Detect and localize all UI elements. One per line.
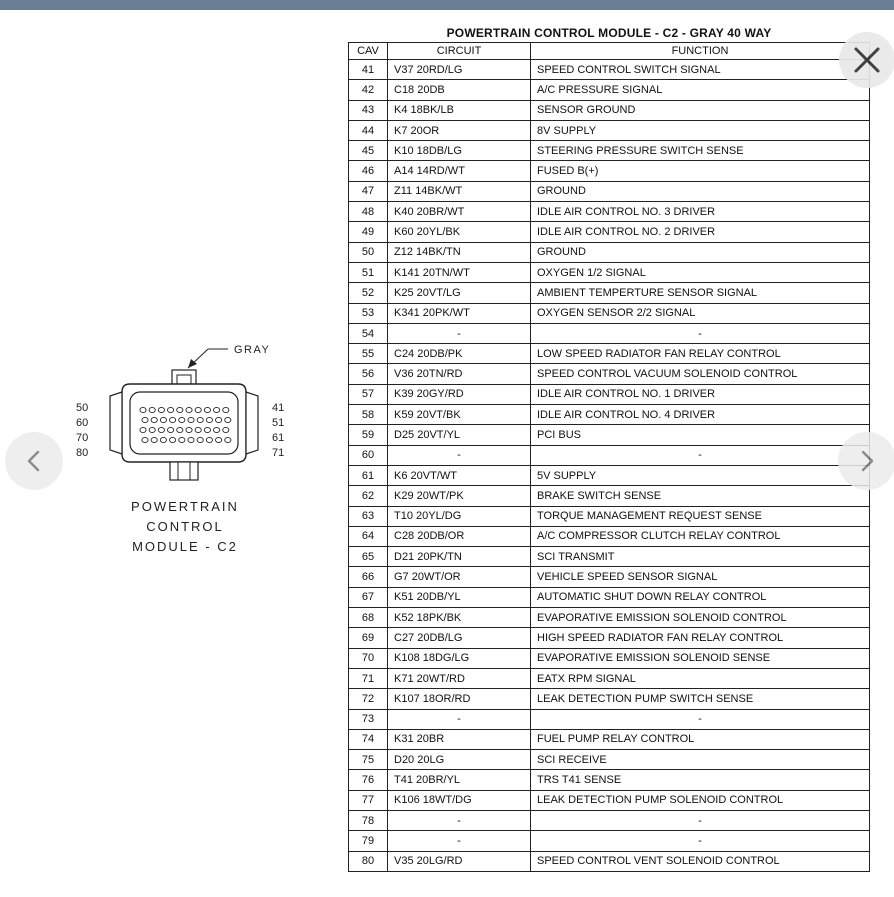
- pin-hole: [177, 427, 183, 432]
- pin-hole: [206, 417, 212, 422]
- header-function: FUNCTION: [531, 43, 870, 60]
- table-row: [349, 648, 870, 668]
- pin-hole: [170, 437, 176, 442]
- table-row: [349, 384, 870, 404]
- pin-hole: [197, 417, 203, 422]
- pin-number-41: 41: [272, 402, 285, 414]
- pin-hole: [225, 417, 231, 422]
- cell-circuit: G7 20WT/OR: [388, 567, 531, 587]
- cell-function: STEERING PRESSURE SWITCH SENSE: [531, 141, 870, 161]
- cell-circuit: K39 20GY/RD: [388, 384, 531, 404]
- table-row: [349, 242, 870, 262]
- cell-circuit: K108 18DG/LG: [388, 648, 531, 668]
- table-row: [349, 567, 870, 587]
- cell-function: -: [531, 323, 870, 343]
- table-row: [349, 425, 870, 445]
- cell-cav: 57: [349, 384, 388, 404]
- table-row: [349, 364, 870, 384]
- cell-cav: 79: [349, 831, 388, 851]
- cell-function: OXYGEN SENSOR 2/2 SIGNAL: [531, 303, 870, 323]
- cell-circuit: V35 20LG/RD: [388, 851, 531, 871]
- cell-circuit: C18 20DB: [388, 80, 531, 100]
- cell-cav: 66: [349, 567, 388, 587]
- cell-function: VEHICLE SPEED SENSOR SIGNAL: [531, 567, 870, 587]
- pin-hole: [223, 407, 229, 412]
- header-cav: CAV: [349, 43, 388, 60]
- cell-function: EVAPORATIVE EMISSION SOLENOID SENSE: [531, 648, 870, 668]
- table-row: [349, 405, 870, 425]
- cell-cav: 54: [349, 323, 388, 343]
- connector-left-wing: [110, 392, 122, 454]
- cell-cav: 44: [349, 120, 388, 140]
- cell-function: A/C COMPRESSOR CLUTCH RELAY CONTROL: [531, 526, 870, 546]
- table-row: [349, 323, 870, 343]
- table-row: [349, 750, 870, 770]
- cell-cav: 70: [349, 648, 388, 668]
- chevron-left-icon: [5, 432, 63, 490]
- table-row: [349, 547, 870, 567]
- cell-cav: 78: [349, 810, 388, 830]
- table-row: [349, 608, 870, 628]
- cell-function: SCI TRANSMIT: [531, 547, 870, 567]
- pin-hole: [206, 437, 212, 442]
- cell-circuit: V36 20TN/RD: [388, 364, 531, 384]
- pin-number-61: 61: [272, 432, 285, 444]
- header-circuit: CIRCUIT: [388, 43, 531, 60]
- pin-hole: [149, 407, 155, 412]
- cell-cav: 42: [349, 80, 388, 100]
- cell-circuit: D20 20LG: [388, 750, 531, 770]
- pin-hole: [158, 427, 164, 432]
- table-row: [349, 120, 870, 140]
- table-row: [349, 526, 870, 546]
- cell-cav: 71: [349, 668, 388, 688]
- pin-hole: [151, 417, 157, 422]
- chevron-right-icon: [838, 432, 894, 490]
- cell-circuit: -: [388, 323, 531, 343]
- caption-line-1: POWERTRAIN: [131, 499, 239, 514]
- cell-cav: 73: [349, 709, 388, 729]
- cell-cav: 69: [349, 628, 388, 648]
- cell-circuit: K60 20YL/BK: [388, 222, 531, 242]
- pin-number-51: 51: [272, 417, 285, 429]
- pin-number-80: 80: [76, 447, 89, 459]
- cell-circuit: V37 20RD/LG: [388, 60, 531, 80]
- table-row: [349, 628, 870, 648]
- close-icon: [839, 32, 894, 88]
- table-row: [349, 587, 870, 607]
- pin-hole: [204, 407, 210, 412]
- cell-circuit: K4 18BK/LB: [388, 100, 531, 120]
- cell-circuit: K31 20BR: [388, 729, 531, 749]
- cell-circuit: K51 20DB/YL: [388, 587, 531, 607]
- table-row: [349, 851, 870, 871]
- cell-cav: 56: [349, 364, 388, 384]
- pin-number-70: 70: [76, 432, 89, 444]
- cell-circuit: T41 20BR/YL: [388, 770, 531, 790]
- cell-circuit: A14 14RD/WT: [388, 161, 531, 181]
- table-row: [349, 831, 870, 851]
- cell-cav: 47: [349, 181, 388, 201]
- pin-hole: [168, 407, 174, 412]
- cell-cav: 51: [349, 262, 388, 282]
- cell-circuit: C27 20DB/LG: [388, 628, 531, 648]
- cell-cav: 59: [349, 425, 388, 445]
- table-row: [349, 668, 870, 688]
- cell-function: OXYGEN 1/2 SIGNAL: [531, 262, 870, 282]
- table-row: [349, 222, 870, 242]
- cell-cav: 43: [349, 100, 388, 120]
- cell-cav: 65: [349, 547, 388, 567]
- cell-circuit: K141 20TN/WT: [388, 262, 531, 282]
- pin-hole: [214, 427, 220, 432]
- table-row: [349, 80, 870, 100]
- cell-circuit: K107 18OR/RD: [388, 689, 531, 709]
- table-row: [349, 465, 870, 485]
- cell-function: -: [531, 709, 870, 729]
- pin-hole: [168, 427, 174, 432]
- previous-button[interactable]: [5, 432, 63, 490]
- next-button[interactable]: [838, 432, 894, 490]
- pin-hole: [158, 407, 164, 412]
- table-row: [349, 262, 870, 282]
- cell-cav: 45: [349, 141, 388, 161]
- cell-function: GROUND: [531, 242, 870, 262]
- cell-function: EATX RPM SIGNAL: [531, 668, 870, 688]
- table-row: [349, 729, 870, 749]
- cell-function: -: [531, 810, 870, 830]
- connector-key-bottom: [170, 462, 198, 480]
- cell-cav: 77: [349, 790, 388, 810]
- cell-cav: 62: [349, 486, 388, 506]
- pin-hole: [140, 427, 146, 432]
- cell-cav: 72: [349, 689, 388, 709]
- pin-hole: [151, 437, 157, 442]
- cell-function: AMBIENT TEMPERTURE SENSOR SIGNAL: [531, 283, 870, 303]
- cell-function: IDLE AIR CONTROL NO. 3 DRIVER: [531, 202, 870, 222]
- table-header-row: [349, 43, 870, 60]
- cell-function: SPEED CONTROL VENT SOLENOID CONTROL: [531, 851, 870, 871]
- cell-cav: 80: [349, 851, 388, 871]
- cell-circuit: K10 18DB/LG: [388, 141, 531, 161]
- cell-function: AUTOMATIC SHUT DOWN RELAY CONTROL: [531, 587, 870, 607]
- cell-function: 8V SUPPLY: [531, 120, 870, 140]
- pin-hole: [149, 427, 155, 432]
- cell-function: -: [531, 445, 870, 465]
- table-row: [349, 486, 870, 506]
- table-row: [349, 60, 870, 80]
- table-row: [349, 283, 870, 303]
- cell-function: GROUND: [531, 181, 870, 201]
- cell-cav: 41: [349, 60, 388, 80]
- cell-function: TRS T41 SENSE: [531, 770, 870, 790]
- cell-circuit: -: [388, 831, 531, 851]
- pin-hole: [142, 417, 148, 422]
- cell-circuit: K29 20WT/PK: [388, 486, 531, 506]
- cell-cav: 61: [349, 465, 388, 485]
- caption-line-3: MODULE - C2: [132, 539, 238, 554]
- table-row: [349, 100, 870, 120]
- window-top-bar: [0, 0, 894, 10]
- cell-function: IDLE AIR CONTROL NO. 1 DRIVER: [531, 384, 870, 404]
- pin-hole: [186, 407, 192, 412]
- pin-hole: [142, 437, 148, 442]
- connector-diagram: [60, 330, 300, 560]
- table-row: [349, 344, 870, 364]
- cell-circuit: C24 20DB/PK: [388, 344, 531, 364]
- cell-function: IDLE AIR CONTROL NO. 2 DRIVER: [531, 222, 870, 242]
- table-row: [349, 709, 870, 729]
- cell-function: EVAPORATIVE EMISSION SOLENOID CONTROL: [531, 608, 870, 628]
- cell-function: -: [531, 831, 870, 851]
- table-row: [349, 790, 870, 810]
- cell-circuit: Z11 14BK/WT: [388, 181, 531, 201]
- table-row: [349, 161, 870, 181]
- pin-hole: [214, 407, 220, 412]
- cell-cav: 50: [349, 242, 388, 262]
- pin-hole: [177, 407, 183, 412]
- cell-circuit: K6 20VT/WT: [388, 465, 531, 485]
- close-button[interactable]: [839, 32, 894, 88]
- pin-hole: [223, 427, 229, 432]
- pin-hole: [225, 437, 231, 442]
- cell-circuit: K106 18WT/DG: [388, 790, 531, 810]
- table-row: [349, 689, 870, 709]
- table-row: [349, 506, 870, 526]
- cell-function: FUEL PUMP RELAY CONTROL: [531, 729, 870, 749]
- pin-hole: [179, 437, 185, 442]
- cell-cav: 64: [349, 526, 388, 546]
- pin-hole: [197, 437, 203, 442]
- pin-hole: [188, 437, 194, 442]
- connector-right-wing: [246, 392, 258, 454]
- cell-circuit: -: [388, 810, 531, 830]
- cell-function: PCI BUS: [531, 425, 870, 445]
- pin-hole: [186, 427, 192, 432]
- pin-hole: [195, 427, 201, 432]
- pin-hole: [179, 417, 185, 422]
- pin-hole: [160, 437, 166, 442]
- cell-function: A/C PRESSURE SIGNAL: [531, 80, 870, 100]
- table-row: [349, 202, 870, 222]
- table-title: POWERTRAIN CONTROL MODULE - C2 - GRAY 40 WAY: [446, 26, 772, 40]
- cell-circuit: K71 20WT/RD: [388, 668, 531, 688]
- cell-function: LOW SPEED RADIATOR FAN RELAY CONTROL: [531, 344, 870, 364]
- cell-function: SCI RECEIVE: [531, 750, 870, 770]
- pin-hole: [216, 437, 222, 442]
- cell-function: FUSED B(+): [531, 161, 870, 181]
- pin-hole: [216, 417, 222, 422]
- cell-cav: 74: [349, 729, 388, 749]
- cell-cav: 53: [349, 303, 388, 323]
- pin-hole: [204, 427, 210, 432]
- table-row: [349, 810, 870, 830]
- color-label: GRAY: [234, 344, 271, 356]
- cell-function: 5V SUPPLY: [531, 465, 870, 485]
- cell-circuit: -: [388, 709, 531, 729]
- cell-circuit: K25 20VT/LG: [388, 283, 531, 303]
- cell-circuit: Z12 14BK/TN: [388, 242, 531, 262]
- cell-circuit: K341 20PK/WT: [388, 303, 531, 323]
- cell-cav: 46: [349, 161, 388, 181]
- table-row: [349, 141, 870, 161]
- cell-function: SPEED CONTROL SWITCH SIGNAL: [531, 60, 870, 80]
- cell-function: IDLE AIR CONTROL NO. 4 DRIVER: [531, 405, 870, 425]
- cell-circuit: D25 20VT/YL: [388, 425, 531, 445]
- cell-circuit: K7 20OR: [388, 120, 531, 140]
- connector-face: [130, 392, 238, 454]
- pin-hole: [195, 407, 201, 412]
- cell-function: SPEED CONTROL VACUUM SOLENOID CONTROL: [531, 364, 870, 384]
- cell-cav: 48: [349, 202, 388, 222]
- table-row: [349, 445, 870, 465]
- cell-cav: 52: [349, 283, 388, 303]
- cell-function: TORQUE MANAGEMENT REQUEST SENSE: [531, 506, 870, 526]
- cell-function: SENSOR GROUND: [531, 100, 870, 120]
- cell-cav: 60: [349, 445, 388, 465]
- cell-cav: 67: [349, 587, 388, 607]
- pin-number-71: 71: [272, 447, 285, 459]
- cell-circuit: T10 20YL/DG: [388, 506, 531, 526]
- cell-circuit: D21 20PK/TN: [388, 547, 531, 567]
- cell-cav: 76: [349, 770, 388, 790]
- cell-cav: 58: [349, 405, 388, 425]
- cell-circuit: -: [388, 445, 531, 465]
- pin-hole: [140, 407, 146, 412]
- pin-number-50: 50: [76, 402, 89, 414]
- cell-function: BRAKE SWITCH SENSE: [531, 486, 870, 506]
- cell-function: HIGH SPEED RADIATOR FAN RELAY CONTROL: [531, 628, 870, 648]
- cell-function: LEAK DETECTION PUMP SOLENOID CONTROL: [531, 790, 870, 810]
- caption-line-2: CONTROL: [146, 519, 224, 534]
- pinout-table: [348, 42, 870, 872]
- cell-cav: 55: [349, 344, 388, 364]
- cell-circuit: K40 20BR/WT: [388, 202, 531, 222]
- table-body: [349, 60, 870, 872]
- cell-cav: 49: [349, 222, 388, 242]
- cell-circuit: K59 20VT/BK: [388, 405, 531, 425]
- cell-function: LEAK DETECTION PUMP SWITCH SENSE: [531, 689, 870, 709]
- cell-cav: 68: [349, 608, 388, 628]
- cell-circuit: C28 20DB/OR: [388, 526, 531, 546]
- pin-hole: [170, 417, 176, 422]
- cell-cav: 75: [349, 750, 388, 770]
- pin-hole: [188, 417, 194, 422]
- table-row: [349, 181, 870, 201]
- table-row: [349, 303, 870, 323]
- cell-cav: 63: [349, 506, 388, 526]
- cell-circuit: K52 18PK/BK: [388, 608, 531, 628]
- table-row: [349, 770, 870, 790]
- pin-hole: [160, 417, 166, 422]
- pin-number-60: 60: [76, 417, 89, 429]
